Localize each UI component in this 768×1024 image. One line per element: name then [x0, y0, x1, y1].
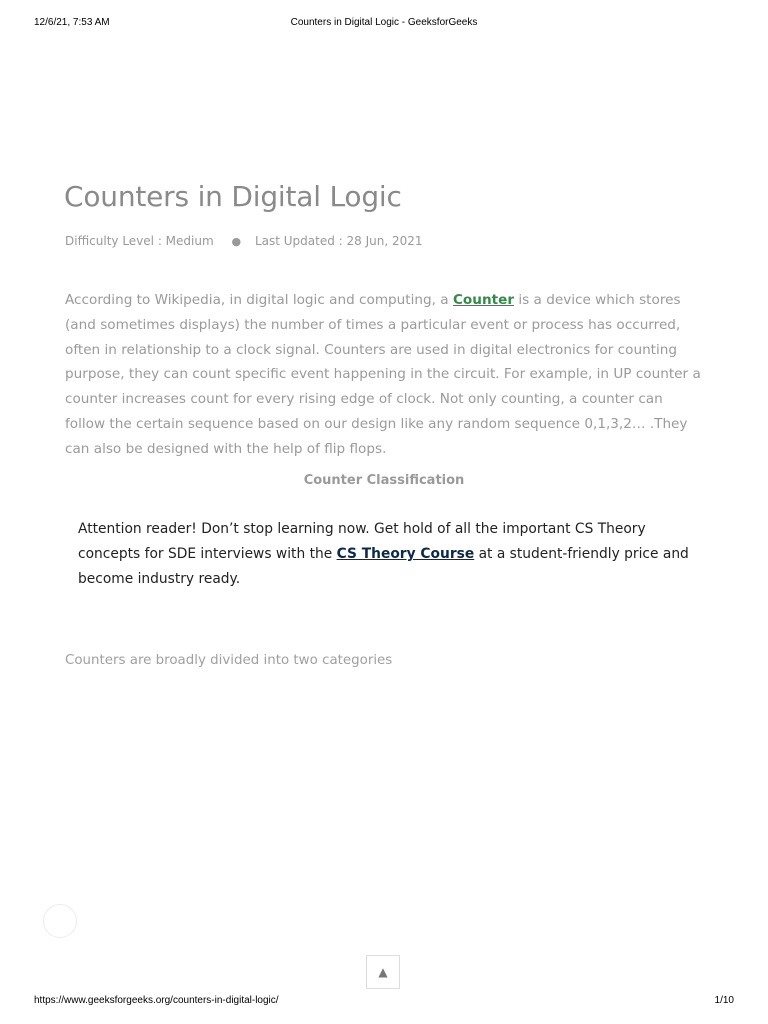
- cs-theory-course-link[interactable]: CS Theory Course: [336, 546, 475, 562]
- last-updated: Last Updated : 28 Jun, 2021: [254, 234, 423, 248]
- page-number: 1/10: [714, 995, 734, 1006]
- attention-box: [78, 517, 708, 592]
- print-footer: [0, 995, 768, 1009]
- floating-circle-button[interactable]: [43, 904, 77, 938]
- attention-text-end: at a student-friendly price and become industry ready.: [78, 546, 689, 587]
- counter-link[interactable]: Counter: [452, 292, 515, 308]
- article-title: Counters in Digital Logic: [64, 180, 402, 213]
- article-meta: [65, 234, 423, 248]
- categories-paragraph: Counters are broadly divided into two categories: [65, 653, 393, 668]
- print-url: https://www.geeksforgeeks.org/counters-in-digital-logic/: [34, 995, 279, 1006]
- print-date: 12/6/21, 7:53 AM: [34, 17, 110, 28]
- arrow-up-icon: ▲: [378, 965, 388, 979]
- intro-paragraph: [65, 288, 707, 462]
- attention-text-start: Attention reader! Don’t stop learning now. Get hold of all the important CS Theory concepts for SDE interviews with the: [78, 521, 646, 562]
- print-header: [0, 17, 768, 31]
- print-page-title: Counters in Digital Logic - GeeksforGeeks: [290, 17, 478, 28]
- intro-text-end: is a device which stores (and sometimes displays) the number of times a particular event or process has occurred, often in relationship to a clock signal. Counters are used in digital electronics for counting purpose, they can count specific event happening in the circuit. For example, in UP counter a counter increases count for every rising edge of clock. Not only counting, a counter can follow the certain sequence based on our design like any random sequence 0,1,3,2… .They can also be designed with the help of flip flops.: [65, 292, 701, 457]
- difficulty-level: Difficulty Level : Medium: [65, 234, 214, 248]
- scroll-to-top-button[interactable]: [366, 955, 400, 989]
- figure-caption: Counter Classification: [303, 473, 465, 488]
- meta-separator-dot: ●: [231, 235, 242, 248]
- intro-text-start: According to Wikipedia, in digital logic and computing, a: [65, 292, 453, 308]
